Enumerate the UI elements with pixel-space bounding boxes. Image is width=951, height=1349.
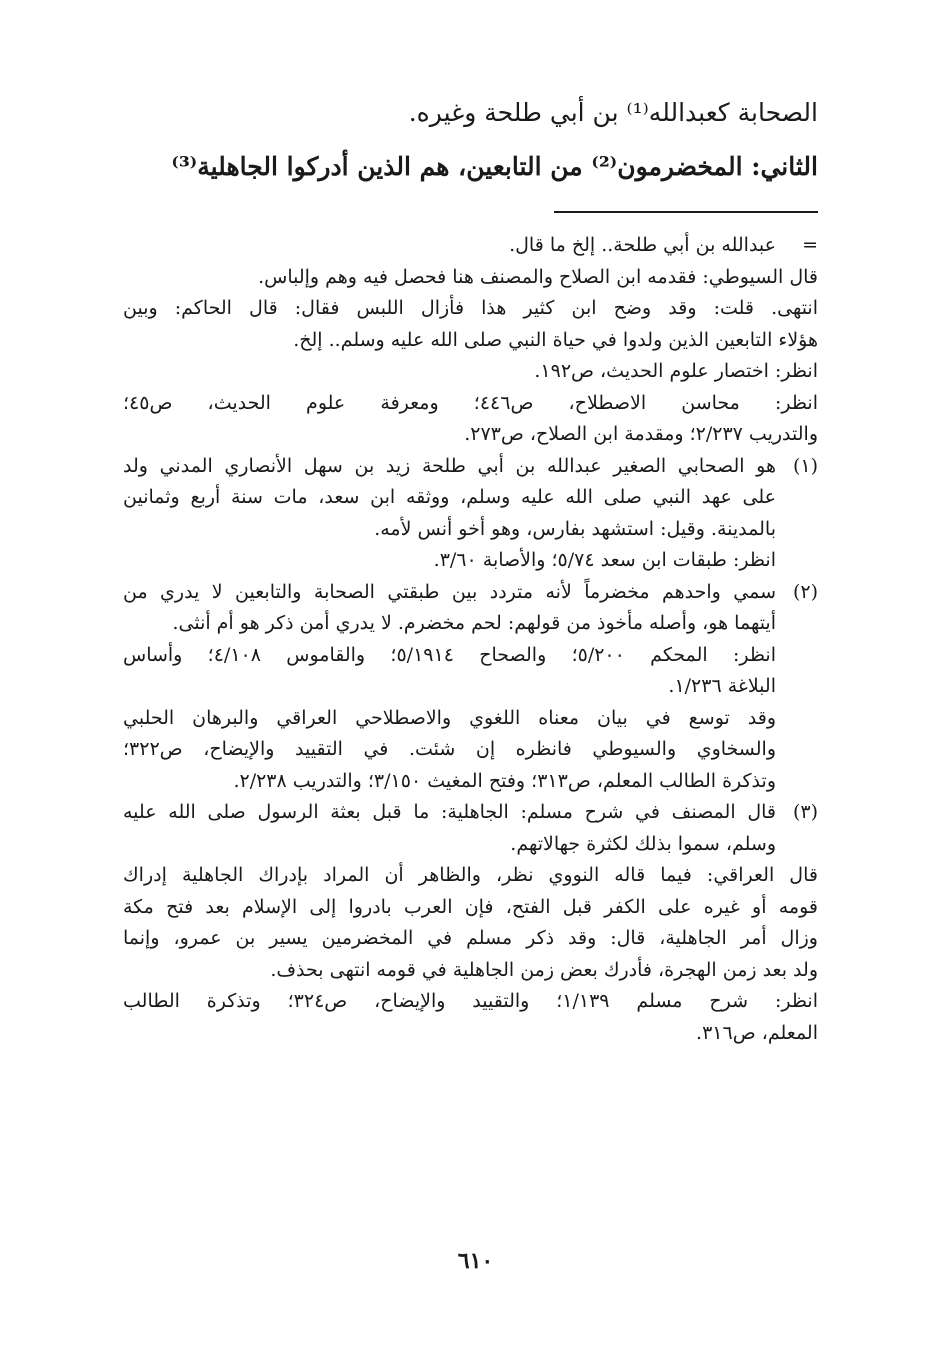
footnote-marker: = xyxy=(802,234,818,256)
page-number: ٦١٠ xyxy=(457,1248,494,1274)
footnote-marker: (٣) xyxy=(792,801,818,823)
footnote-line: هؤلاء التابعين الذين ولدوا في حياة النبي صلى الله عليه وسلم.. إلخ. xyxy=(293,328,818,351)
footnote-line: وتذكرة الطالب المعلم، ص٣١٣؛ وفتح المغيث ٣/١٥٠؛ والتدريب ٢/٢٣٨. xyxy=(233,769,776,792)
footnotes xyxy=(123,230,818,1049)
footnote-line: انظر: محاسن الاصطلاح، ص٤٤٦؛ ومعرفة علوم الحديث، ص٤٥؛ xyxy=(123,391,818,414)
footnote-line: ولد بعد زمن الهجرة، فأدرك بعض زمن الجاهلية في قومه انتهى بحذف. xyxy=(270,958,818,981)
footnote-continuation xyxy=(123,230,818,451)
footnote-line: انظر: طبقات ابن سعد ٥/٧٤؛ والأصابة ٣/٦٠. xyxy=(433,549,776,571)
footnote-line: والتدريب ٢/٢٣٧؛ ومقدمة ابن الصلاح، ص٢٧٣. xyxy=(464,423,818,445)
footnote-line: وزال أمر الجاهلية، قال: وقد ذكر مسلم في المخضرمين يسير بن عمرو، وإنما xyxy=(123,927,818,949)
footnote-line: قال المصنف في شرح مسلم: الجاهلية: ما قبل بعثة الرسول صلى الله عليه xyxy=(123,801,776,823)
footnote-line: انظر: شرح مسلم ١/١٣٩؛ والتقييد والإيضاح، ص٣٢٤؛ وتذكرة الطالب xyxy=(123,990,818,1012)
footnote-line: قال العراقي: فيما قاله النووي نظر، والظاهر أن المراد بإدراك الجاهلية إدراك xyxy=(123,864,818,886)
main-text-line-2: الثاني: المخضرمون⁽²⁾ من التابعين، هم الذين أدركوا الجاهلية⁽³⁾ xyxy=(171,152,818,181)
footnote-marker: (٢) xyxy=(792,580,818,603)
footnote-3 xyxy=(123,797,818,1049)
footnote-line: أيتهما هو، وأصله مأخوذ من قولهم: لحم مخضرم. لا يدري أمن ذكر هو أم أنثى. xyxy=(172,612,776,634)
main-text-line-1: الصحابة كعبدالله⁽¹⁾ بن أبي طلحة وغيره. xyxy=(408,98,818,127)
footnote-line: البلاغة ١/٢٣٦. xyxy=(668,675,776,697)
footnote-line: وسلم، سموا بذلك لكثرة جهالاتهم. xyxy=(510,832,776,855)
footnote-separator xyxy=(554,211,818,213)
footnote-line: قومه أو غيره على الكفر قبل الفتح، فإن العرب بادروا إلى الإسلام بعد فتح مكة xyxy=(123,895,818,918)
footnote-2 xyxy=(123,577,818,798)
footnote-marker: (١) xyxy=(792,454,818,477)
footnote-line: بالمدينة. وقيل: استشهد بفارس، وهو أخو أنس لأمه. xyxy=(374,517,776,540)
footnote-line: هو الصحابي الصغير عبدالله بن أبي طلحة زيد بن سهل الأنصاري المدني ولد xyxy=(123,454,776,477)
footnote-line: على عهد النبي صلى الله عليه وسلم، ووثقه ابن سعد، مات سنة أربع وثمانين xyxy=(123,486,776,508)
footnote-line: انظر: المحكم ٥/٢٠٠؛ والصحاح ٥/١٩١٤؛ والقاموس ٤/١٠٨؛ وأساس xyxy=(123,643,776,666)
footnote-line: المعلم، ص٣١٦. xyxy=(696,1021,818,1044)
footnote-1 xyxy=(123,451,818,577)
footnote-line: والسخاوي والسيوطي فانظره إن شئت. في التقييد والإيضاح، ص٣٢٢؛ xyxy=(123,738,776,760)
footnote-line: سمي واحدهم مخضرماً لأنه متردد بين طبقتي الصحابة والتابعين لا يدري من xyxy=(123,580,776,603)
footnote-line: انتهى. قلت: وقد وضح ابن كثير هذا فأزال اللبس فقال: قال الحاكم: وبين xyxy=(123,297,818,319)
footnote-line: انظر: اختصار علوم الحديث، ص١٩٢. xyxy=(534,360,818,382)
footnote-line: وقد توسع في بيان معناه اللغوي والاصطلاحي العراقي والبرهان الحلبي xyxy=(123,706,776,729)
footnote-line: عبدالله بن أبي طلحة.. إلخ ما قال. xyxy=(509,234,776,256)
footnote-line: قال السيوطي: فقدمه ابن الصلاح والمصنف هنا فحصل فيه وهم وإلباس. xyxy=(258,265,818,288)
